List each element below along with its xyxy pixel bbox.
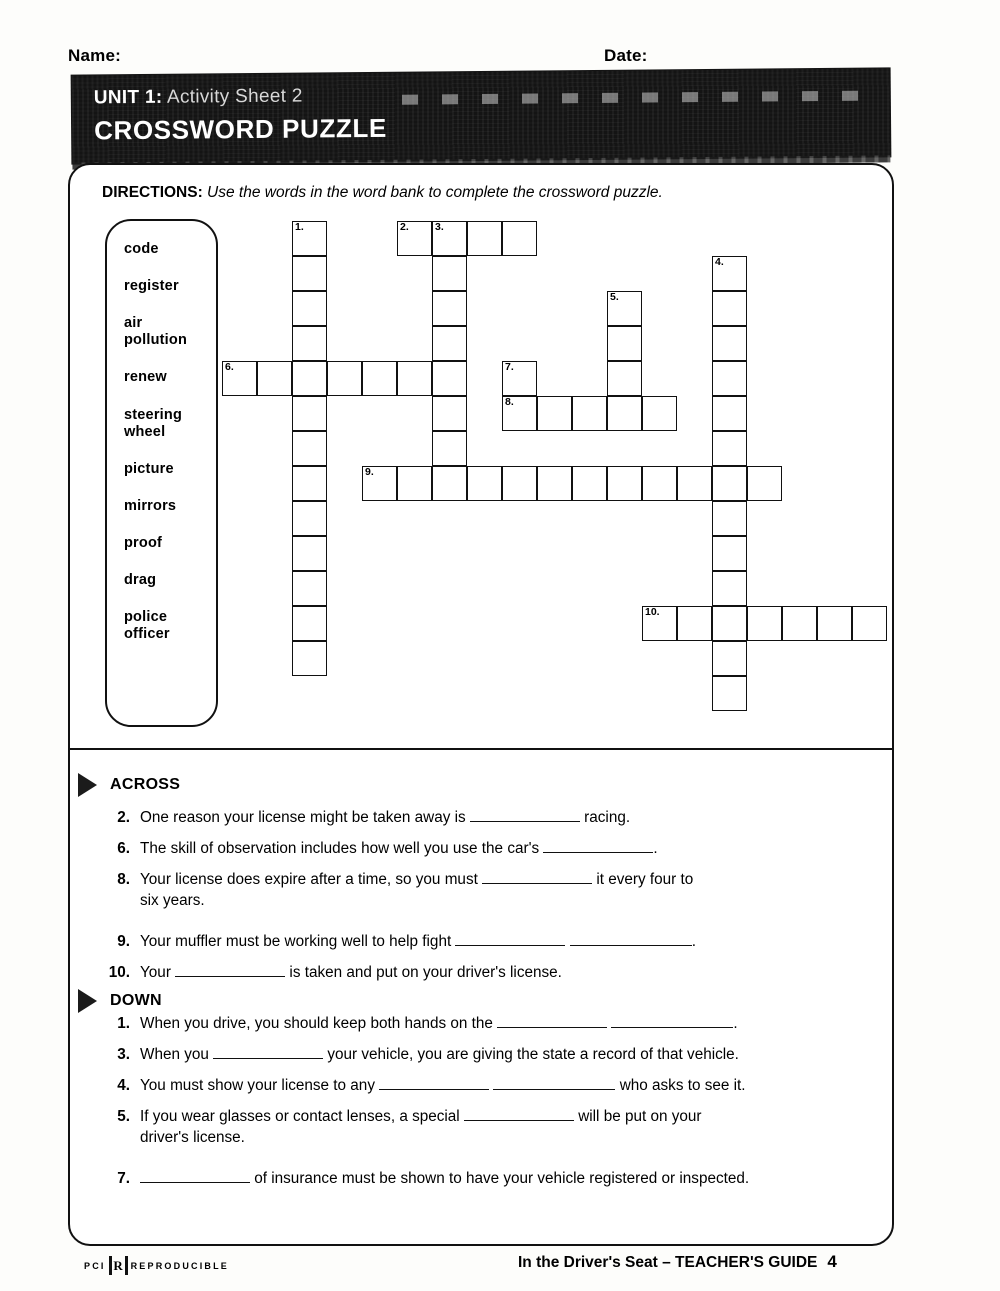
- answer-blank[interactable]: [611, 1027, 733, 1028]
- crossword-cell-number: 5.: [610, 291, 619, 303]
- crossword-cell[interactable]: [292, 536, 327, 571]
- crossword-cell[interactable]: [537, 396, 572, 431]
- crossword-cell[interactable]: [327, 361, 362, 396]
- answer-blank[interactable]: [464, 1120, 574, 1121]
- answer-blank[interactable]: [455, 945, 565, 946]
- word-bank-item: code: [124, 241, 159, 257]
- crossword-cell[interactable]: [432, 466, 467, 501]
- crossword-cell[interactable]: [712, 501, 747, 536]
- crossword-cell[interactable]: [712, 326, 747, 361]
- crossword-cell[interactable]: [852, 606, 887, 641]
- crossword-cell[interactable]: [607, 326, 642, 361]
- directions-label: DIRECTIONS:: [102, 184, 203, 201]
- answer-blank[interactable]: [140, 1182, 250, 1183]
- clue-item: [104, 1075, 746, 1096]
- clue-text: If you wear glasses or contact lenses, a special will be put on your: [140, 1108, 702, 1125]
- clue-number: 4.: [117, 1077, 130, 1094]
- crossword-cell[interactable]: [292, 641, 327, 676]
- clue-item: [104, 807, 630, 828]
- crossword-cell-number: 10.: [645, 606, 660, 618]
- reproducible-text: REPRODUCIBLE: [130, 1260, 230, 1271]
- crossword-cell[interactable]: [292, 606, 327, 641]
- crossword-cell[interactable]: [747, 606, 782, 641]
- crossword-cell[interactable]: [397, 466, 432, 501]
- crossword-cell-number: 1.: [295, 221, 304, 233]
- word-bank-item: register: [124, 278, 179, 295]
- answer-blank[interactable]: [482, 883, 592, 884]
- crossword-cell-numbered[interactable]: [712, 256, 747, 291]
- crossword-cell[interactable]: [432, 326, 467, 361]
- crossword-cell[interactable]: [292, 361, 327, 396]
- crossword-cell-numbered[interactable]: [502, 361, 537, 396]
- clue-text-continued: six years.: [140, 892, 205, 909]
- crossword-cell[interactable]: [292, 396, 327, 431]
- crossword-cell[interactable]: [642, 466, 677, 501]
- clue-number: 10.: [108, 964, 130, 981]
- clue-item: [104, 962, 562, 983]
- crossword-cell-number: 9.: [365, 466, 374, 478]
- crossword-cell[interactable]: [397, 361, 432, 396]
- crossword-cell[interactable]: [747, 466, 782, 501]
- answer-blank[interactable]: [175, 976, 285, 977]
- clue-number: 6.: [117, 840, 130, 857]
- clue-text: Your is taken and put on your driver's license.: [140, 964, 562, 981]
- clue-number: 7.: [117, 1170, 130, 1187]
- crossword-cell[interactable]: [712, 536, 747, 571]
- crossword-cell-numbered[interactable]: [397, 221, 432, 256]
- crossword-cell-numbered[interactable]: [607, 291, 642, 326]
- clue-item: [104, 1168, 749, 1189]
- clue-text: When you drive, you should keep both hands on the .: [140, 1015, 738, 1032]
- word-bank-item: proof: [124, 534, 163, 551]
- word-bank-item: steering wheel: [124, 406, 183, 440]
- crossword-cell[interactable]: [642, 396, 677, 431]
- crossword-cell[interactable]: [502, 221, 537, 256]
- name-label: Name:: [68, 46, 121, 65]
- crossword-cell-number: 8.: [505, 396, 514, 408]
- word-bank-item: mirrors: [124, 497, 177, 514]
- crossword-cell[interactable]: [292, 326, 327, 361]
- r-mark-icon: R: [109, 1256, 128, 1275]
- crossword-cell[interactable]: [607, 361, 642, 396]
- crossword-cell-number: 2.: [400, 221, 409, 233]
- crossword-cell[interactable]: [572, 466, 607, 501]
- clue-item: [104, 838, 658, 859]
- word-bank-item: air pollution: [124, 315, 188, 349]
- crossword-cell-number: 3.: [435, 221, 444, 233]
- crossword-cell[interactable]: [467, 466, 502, 501]
- clue-text: One reason your license might be taken away is racing.: [140, 809, 631, 826]
- pci-text: PCI: [84, 1260, 106, 1271]
- clue-item: [104, 1044, 739, 1065]
- date-label: Date:: [604, 46, 648, 65]
- clue-text: Your license does expire after a time, so you must it every four to: [140, 871, 694, 888]
- clue-item: [104, 1106, 702, 1148]
- crossword-cell[interactable]: [607, 466, 642, 501]
- activity-sheet-label: Activity Sheet 2: [166, 85, 303, 108]
- answer-blank[interactable]: [497, 1027, 607, 1028]
- crossword-cell[interactable]: [292, 501, 327, 536]
- crossword-cell[interactable]: [257, 361, 292, 396]
- clue-text-continued: driver's license.: [140, 1129, 245, 1146]
- clue-number: 9.: [117, 933, 130, 950]
- clue-number: 1.: [117, 1015, 130, 1032]
- banner-subtitle-line: [94, 86, 303, 110]
- crossword-cell[interactable]: [712, 676, 747, 711]
- crossword-cell[interactable]: [537, 466, 572, 501]
- crossword-cell[interactable]: [572, 396, 607, 431]
- down-heading: DOWN: [110, 992, 162, 1009]
- clue-number: 3.: [117, 1046, 130, 1063]
- clue-number: 5.: [117, 1108, 130, 1125]
- crossword-cell[interactable]: [362, 361, 397, 396]
- page-number: 4: [827, 1252, 837, 1271]
- crossword-cell[interactable]: [432, 291, 467, 326]
- crossword-cell[interactable]: [607, 396, 642, 431]
- down-arrow-icon: [78, 989, 97, 1013]
- clue-text: The skill of observation includes how well you use the car's .: [140, 840, 658, 857]
- crossword-cell[interactable]: [782, 606, 817, 641]
- answer-blank[interactable]: [213, 1058, 323, 1059]
- crossword-cell[interactable]: [467, 221, 502, 256]
- page-title: CROSSWORD PUZZLE: [93, 112, 387, 146]
- crossword-cell[interactable]: [712, 466, 747, 501]
- answer-blank[interactable]: [470, 821, 580, 822]
- crossword-cell[interactable]: [432, 361, 467, 396]
- crossword-cell-numbered[interactable]: [292, 221, 327, 256]
- crossword-cell[interactable]: [432, 256, 467, 291]
- crossword-cell[interactable]: [432, 396, 467, 431]
- crossword-cell[interactable]: [817, 606, 852, 641]
- unit-label: UNIT 1:: [93, 86, 163, 109]
- word-bank-item: renew: [124, 369, 167, 386]
- crossword-cell[interactable]: [712, 291, 747, 326]
- directions-text: Use the words in the word bank to complete the crossword puzzle.: [202, 184, 663, 201]
- banner-dash-decoration: [402, 91, 872, 105]
- word-bank-item: drag: [124, 572, 157, 589]
- across-arrow-icon: [78, 773, 97, 797]
- crossword-cell[interactable]: [712, 571, 747, 606]
- header-banner: [72, 68, 891, 163]
- answer-blank[interactable]: [543, 852, 653, 853]
- pci-reproducible-logo: [84, 1256, 229, 1275]
- clue-text: When you your vehicle, you are giving the state a record of that vehicle.: [140, 1046, 739, 1063]
- clue-item: [104, 931, 696, 952]
- crossword-cell[interactable]: [502, 466, 537, 501]
- crossword-cell[interactable]: [677, 606, 712, 641]
- word-bank-item: police officer: [124, 609, 170, 643]
- clue-text: of insurance must be shown to have your vehicle registered or inspected.: [140, 1168, 749, 1189]
- crossword-cell[interactable]: [292, 466, 327, 501]
- section-divider: [68, 748, 894, 750]
- word-bank: [105, 219, 218, 727]
- answer-blank[interactable]: [379, 1089, 489, 1090]
- crossword-cell-numbered[interactable]: [432, 221, 467, 256]
- crossword-cell[interactable]: [292, 431, 327, 466]
- crossword-cell-number: 6.: [225, 361, 234, 373]
- crossword-cell[interactable]: [712, 361, 747, 396]
- crossword-cell-numbered[interactable]: [642, 606, 677, 641]
- footer-source: [518, 1252, 837, 1272]
- crossword-cell-numbered[interactable]: [222, 361, 257, 396]
- crossword-cell[interactable]: [712, 606, 747, 641]
- clue-number: 2.: [117, 809, 130, 826]
- crossword-cell[interactable]: [292, 291, 327, 326]
- crossword-cell-numbered[interactable]: [502, 396, 537, 431]
- crossword-cell-numbered[interactable]: [362, 466, 397, 501]
- clue-text: Your muffler must be working well to help fight .: [140, 933, 696, 950]
- crossword-cell[interactable]: [712, 431, 747, 466]
- crossword-cell[interactable]: [677, 466, 712, 501]
- clue-number: 8.: [117, 871, 130, 888]
- crossword-cell[interactable]: [292, 256, 327, 291]
- answer-blank[interactable]: [570, 945, 692, 946]
- clue-item: [104, 1013, 738, 1034]
- footer-source-text: In the Driver's Seat – TEACHER'S GUIDE: [518, 1254, 818, 1271]
- answer-blank[interactable]: [493, 1089, 615, 1090]
- clue-item: [104, 869, 693, 911]
- directions: [102, 184, 663, 202]
- crossword-cell[interactable]: [712, 396, 747, 431]
- word-bank-item: picture: [124, 460, 174, 477]
- crossword-cell-number: 4.: [715, 256, 724, 268]
- clue-text: You must show your license to any who asks to see it.: [140, 1077, 746, 1094]
- crossword-cell-number: 7.: [505, 361, 514, 373]
- across-heading: ACROSS: [110, 776, 181, 793]
- crossword-cell[interactable]: [292, 571, 327, 606]
- crossword-grid[interactable]: [222, 221, 892, 721]
- crossword-cell[interactable]: [432, 431, 467, 466]
- crossword-cell[interactable]: [712, 641, 747, 676]
